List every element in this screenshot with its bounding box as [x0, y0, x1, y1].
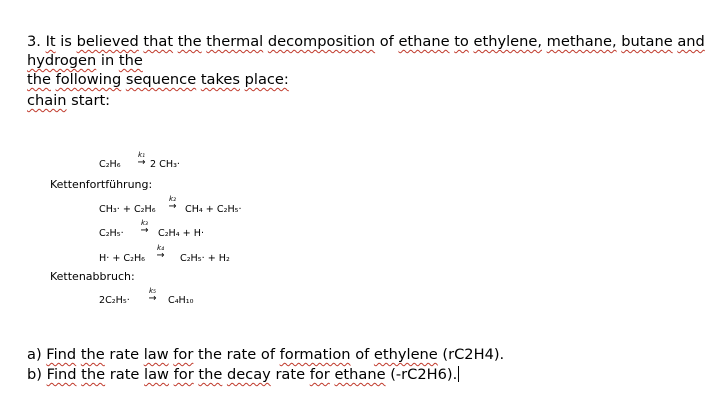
word: (-rC2H6).	[390, 366, 458, 383]
problem-line-2	[27, 52, 143, 69]
reaction-4-arrow	[154, 244, 167, 261]
word: butane	[621, 33, 673, 50]
word: methane,	[546, 33, 617, 50]
word: rate	[275, 366, 306, 383]
word: takes	[200, 71, 240, 88]
word: thermal	[206, 33, 264, 50]
word: Find	[46, 346, 77, 363]
word: place:	[244, 71, 289, 88]
word: law	[143, 346, 169, 363]
reaction-1-reactants: C₂H₆	[99, 159, 121, 170]
word: decomposition	[267, 33, 376, 50]
word: of	[260, 346, 275, 363]
rate-constant-k2: k₂	[168, 194, 177, 203]
word: ethylene	[373, 346, 438, 363]
question-b	[27, 366, 459, 383]
word: rate	[109, 366, 140, 383]
rate-constant-k1: k₁	[137, 150, 146, 159]
word: the	[27, 71, 51, 88]
problem-line-4	[27, 92, 110, 109]
arrow-icon: →	[140, 225, 149, 237]
word: to	[454, 33, 469, 50]
word: (rC2H4).	[442, 346, 505, 363]
reaction-2-products: CH₄ + C₂H₅·	[185, 204, 242, 215]
word: start:	[71, 92, 111, 109]
word: the	[80, 346, 105, 363]
word: and	[677, 33, 705, 50]
word: rate	[226, 346, 257, 363]
reaction-4-reactants: H· + C₂H₆	[99, 253, 146, 264]
arrow-icon: →	[168, 201, 177, 213]
word: the	[198, 366, 223, 383]
word: following	[55, 71, 122, 88]
word: hydrogen	[27, 52, 97, 69]
reaction-3-reactants: C₂H₅·	[99, 228, 124, 239]
word: of	[355, 346, 370, 363]
reaction-3-products: C₂H₄ + H·	[158, 228, 205, 239]
question-a	[27, 346, 504, 363]
word: Find	[46, 366, 77, 383]
question-b-label: b)	[27, 366, 42, 383]
arrow-icon: →	[137, 157, 146, 169]
word: formation	[279, 346, 351, 363]
word: that	[143, 33, 174, 50]
reaction-2-arrow	[166, 195, 179, 212]
question-a-label: a)	[27, 346, 42, 363]
problem-line-1	[27, 33, 705, 50]
reaction-5-reactants: 2C₂H₅·	[99, 295, 130, 306]
reaction-5-arrow	[146, 287, 159, 304]
word: in	[100, 52, 115, 69]
word: is	[60, 33, 72, 50]
reaction-2-reactants: CH₃· + C₂H₆	[99, 204, 156, 215]
word: the	[118, 52, 143, 69]
text-cursor[interactable]	[458, 366, 459, 382]
word: rate	[109, 346, 140, 363]
word: the	[177, 33, 202, 50]
reaction-3-arrow	[138, 219, 151, 236]
word: chain	[27, 92, 67, 109]
reaction-4-products: C₂H₅· + H₂	[180, 253, 230, 264]
problem-number: 3.	[27, 33, 41, 50]
word: sequence	[125, 71, 197, 88]
word: for	[173, 346, 194, 363]
rate-constant-k5: k₅	[148, 286, 157, 295]
word: of	[379, 33, 394, 50]
section-termination: Kettenabbruch:	[50, 270, 135, 283]
section-propagation: Kettenfortführung:	[50, 178, 153, 191]
word: the	[198, 346, 222, 363]
word: ethane	[398, 33, 450, 50]
word: for	[309, 366, 330, 383]
word: ethane	[334, 366, 386, 383]
problem-line-3	[27, 71, 289, 88]
word: believed	[76, 33, 139, 50]
word: for	[173, 366, 194, 383]
word: law	[144, 366, 169, 383]
reaction-5-products: C₄H₁₀	[168, 295, 194, 306]
arrow-icon: →	[148, 293, 157, 305]
word: decay	[226, 366, 271, 383]
word: It	[45, 33, 56, 50]
rate-constant-k3: k₃	[140, 218, 149, 227]
reaction-1-products: 2 CH₃·	[150, 159, 180, 170]
reaction-1-arrow	[135, 151, 148, 168]
arrow-icon: →	[156, 250, 165, 262]
rate-constant-k4: k₄	[156, 243, 165, 252]
word: the	[81, 366, 106, 383]
word: ethylene,	[473, 33, 542, 50]
